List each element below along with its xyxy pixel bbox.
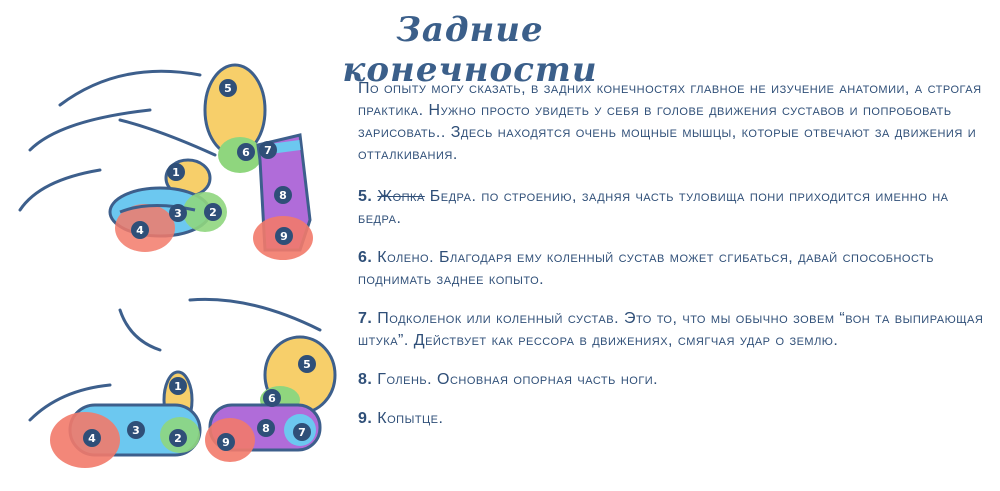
joint-marker-3 <box>127 421 145 439</box>
svg-text:2: 2 <box>174 432 182 445</box>
joint-marker-5 <box>219 79 237 97</box>
svg-text:7: 7 <box>264 144 272 157</box>
svg-text:1: 1 <box>172 166 180 179</box>
svg-text:4: 4 <box>88 432 96 445</box>
svg-text:8: 8 <box>262 422 270 435</box>
intro-paragraph: По опыту могу сказать, в задних конечностях главное не изучение анатомии, а строгая практика. Нужно просто увидеть у себя в голове движения суставов и попробовать зарисовать.. Здесь находятся очень мощные мышцы, которые отвечают за движения и отталкивания. <box>358 80 982 163</box>
joint-marker-4 <box>83 429 101 447</box>
item-number: 9. <box>358 410 373 427</box>
page-title: Задние конечности <box>342 10 598 90</box>
joint-marker-2 <box>204 203 222 221</box>
joint-marker-9 <box>217 433 235 451</box>
joint-marker-3 <box>169 204 187 222</box>
item-9 <box>358 408 988 430</box>
svg-text:9: 9 <box>222 436 230 449</box>
joint-marker-7 <box>293 423 311 441</box>
svg-text:5: 5 <box>303 358 311 371</box>
item-text: Копытце. <box>377 410 444 427</box>
item-number: 5. <box>358 188 373 205</box>
item-number: 8. <box>358 371 373 388</box>
svg-text:9: 9 <box>280 230 288 243</box>
joint-marker-2 <box>169 429 187 447</box>
description-column <box>358 78 988 447</box>
svg-text:6: 6 <box>242 146 250 159</box>
joint-marker-7 <box>259 141 277 159</box>
svg-text:7: 7 <box>298 426 306 439</box>
item-7 <box>358 308 988 352</box>
item-text: Бедра. по строению, задняя часть туловища пони приходится именно на бедра. <box>358 188 949 227</box>
item-number: 7. <box>358 310 373 327</box>
joint-marker-8 <box>274 186 292 204</box>
svg-text:6: 6 <box>268 392 276 405</box>
svg-text:3: 3 <box>132 424 140 437</box>
joint-marker-1 <box>169 377 187 395</box>
svg-text:1: 1 <box>174 380 182 393</box>
joint-marker-8 <box>257 419 275 437</box>
struck-word: Жопка <box>377 188 425 205</box>
svg-text:8: 8 <box>279 189 287 202</box>
svg-text:4: 4 <box>136 224 144 237</box>
item-6 <box>358 247 988 291</box>
joint-marker-1 <box>167 163 185 181</box>
svg-text:3: 3 <box>174 207 182 220</box>
item-5 <box>358 186 988 230</box>
svg-text:2: 2 <box>209 206 217 219</box>
joint-marker-9 <box>275 227 293 245</box>
item-text: Колено. Благодаря ему коленный сустав может сгибаться, давай способность поднимать заднее копыто. <box>358 249 934 288</box>
joint-marker-6 <box>263 389 281 407</box>
item-8 <box>358 369 988 391</box>
item-text: Подколенок или коленный сустав. Это то, что мы обычно зовем “вон та выпирающая штука”. Действует как рессора в движениях, смягчая удар о землю. <box>358 310 984 349</box>
hind-legs-illustration <box>0 50 345 490</box>
item-text: Голень. Основная опорная часть ноги. <box>377 371 659 388</box>
upper-rear-leg <box>205 65 313 260</box>
item-number: 6. <box>358 249 373 266</box>
joint-marker-4 <box>131 221 149 239</box>
joint-marker-5 <box>298 355 316 373</box>
svg-text:5: 5 <box>224 82 232 95</box>
joint-marker-6 <box>237 143 255 161</box>
